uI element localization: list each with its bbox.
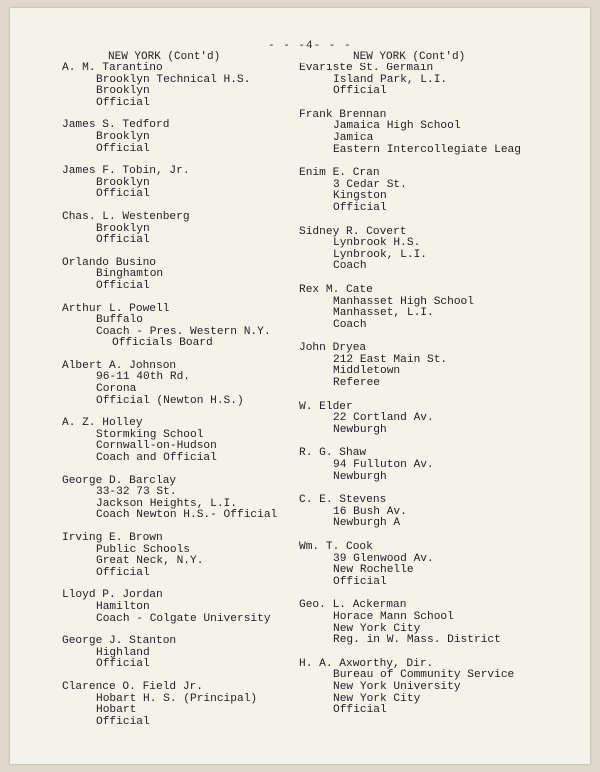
- entry-detail: New York City: [333, 622, 421, 635]
- entry-name: Albert A. Johnson: [62, 359, 177, 372]
- entry-detail: Brooklyn: [96, 130, 150, 143]
- entry-name: Sidney R. Covert: [299, 225, 407, 238]
- entry-detail: Newburgh: [333, 470, 387, 483]
- directory-entry: [62, 590, 312, 625]
- entry-detail: Eastern Intercollegiate Leag: [333, 143, 521, 156]
- entry-name: Clarence O. Field Jr.: [62, 680, 203, 693]
- entry-detail: Reg. in W. Mass. District: [333, 634, 501, 647]
- entry-detail: 22 Cortland Av.: [333, 412, 434, 425]
- entry-name: Rex M. Cate: [299, 283, 373, 296]
- entry-detail: New York University: [333, 680, 461, 693]
- entry-detail: Bureau of Community Service: [333, 669, 515, 682]
- directory-entry: [299, 63, 584, 98]
- entry-detail: Brooklyn Technical H.S.: [96, 73, 251, 86]
- directory-entry: [62, 533, 312, 579]
- entry-detail: Buffalo: [96, 314, 143, 327]
- directory-entry: [62, 418, 312, 464]
- entry-detail: Manhasset, L.I.: [333, 307, 434, 320]
- entry-name: Evariste St. Germain: [299, 63, 434, 74]
- entry-detail: Referee: [333, 377, 380, 390]
- entry-detail: 39 Glenwood Av.: [333, 552, 434, 565]
- entry-detail: 3 Cedar St.: [333, 178, 407, 191]
- directory-entry: [299, 600, 584, 646]
- directory-entry: [62, 258, 312, 293]
- directory-entry: [299, 285, 584, 331]
- entry-detail: Corona: [96, 383, 137, 396]
- entry-detail: Great Neck, N.Y.: [96, 555, 204, 568]
- directory-entry: [299, 448, 584, 483]
- entry-detail: Brooklyn: [96, 176, 150, 189]
- entry-detail: Stormking School: [96, 428, 204, 441]
- entry-detail: Official: [96, 142, 150, 155]
- entry-name: Orlando Busino: [62, 256, 156, 269]
- entry-detail: 96-11 40th Rd.: [96, 371, 190, 384]
- entry-name: James S. Tedford: [62, 119, 170, 132]
- entry-detail: Jamica: [333, 131, 374, 144]
- directory-entry: [299, 495, 584, 530]
- directory-entry: [62, 636, 312, 671]
- directory-entry: [299, 542, 584, 588]
- entry-name: H. A. Axworthy, Dir.: [299, 657, 434, 670]
- entry-detail: Official: [96, 715, 150, 728]
- entry-detail: Brooklyn: [96, 222, 150, 235]
- entry-detail: Manhasset High School: [333, 295, 474, 308]
- entry-name: Geo. L. Ackerman: [299, 599, 407, 612]
- directory-entry: [299, 659, 584, 717]
- directory-entry: [62, 63, 312, 109]
- entry-detail: Horace Mann School: [333, 610, 454, 623]
- directory-entry: [299, 168, 584, 214]
- directory-entry: [62, 304, 312, 350]
- entry-detail: Newburgh: [333, 423, 387, 436]
- entry-detail: Binghamton: [96, 268, 164, 281]
- entry-detail: Coach: [333, 318, 367, 331]
- entry-detail: Official: [333, 704, 387, 717]
- entry-detail: Public Schools: [96, 543, 190, 556]
- entry-detail: Kingston: [333, 190, 387, 203]
- entry-detail: Official: [96, 234, 150, 247]
- entry-detail: Official: [333, 575, 387, 588]
- entry-detail: Island Park, L.I.: [333, 73, 448, 86]
- page-number: - - -4- - -: [268, 40, 352, 52]
- entry-detail: Cornwall-on-Hudson: [96, 440, 217, 453]
- entry-detail: Coach: [333, 260, 367, 273]
- entry-name: George D. Barclay: [62, 474, 177, 487]
- directory-entry: [299, 402, 584, 437]
- entry-name: A. Z. Holley: [62, 417, 143, 430]
- directory-entry: [62, 212, 312, 247]
- directory-entry: [62, 166, 312, 201]
- right-column: [299, 63, 584, 717]
- entry-name: W. Elder: [299, 400, 353, 413]
- entry-detail: Official (Newton H.S.): [96, 394, 244, 407]
- entry-name: George J. Stanton: [62, 635, 177, 648]
- entry-detail: Official: [333, 201, 387, 214]
- entry-detail: Middletown: [333, 365, 401, 378]
- entry-detail: 212 East Main St.: [333, 353, 448, 366]
- entry-detail: Lynbrook H.S.: [333, 237, 421, 250]
- entry-detail: Officials Board: [112, 337, 213, 350]
- left-column-header: NEW YORK (Cont'd): [108, 51, 221, 63]
- entry-detail: Official: [96, 279, 150, 292]
- entry-name: Wm. T. Cook: [299, 541, 373, 553]
- entry-detail: Official: [96, 188, 150, 201]
- entry-detail: Highland: [96, 646, 150, 659]
- entry-detail: Coach - Pres. Western N.Y.: [96, 325, 271, 338]
- left-column: [62, 63, 312, 728]
- directory-entry: [62, 682, 312, 728]
- directory-entry: [62, 120, 312, 155]
- directory-entry: [299, 343, 584, 389]
- entry-detail: New Rochelle: [333, 564, 414, 577]
- directory-entry: [62, 361, 312, 407]
- entry-name: Irving E. Brown: [62, 532, 163, 544]
- entry-name: A. M. Tarantino: [62, 62, 163, 74]
- entry-detail: Official: [96, 658, 150, 671]
- entry-detail: 33-32 73 St.: [96, 486, 177, 499]
- entry-detail: Official: [96, 566, 150, 579]
- entry-detail: Newburgh A: [333, 517, 401, 530]
- entry-detail: Hobart: [96, 704, 137, 717]
- entry-name: John Dryea: [299, 342, 367, 355]
- directory-entry: [299, 227, 584, 273]
- entry-detail: 94 Fulluton Av.: [333, 459, 434, 472]
- entry-detail: Hamilton: [96, 600, 150, 613]
- entry-detail: Lynbrook, L.I.: [333, 248, 427, 261]
- entry-name: Chas. L. Westenberg: [62, 210, 190, 223]
- entry-name: James F. Tobin, Jr.: [62, 165, 190, 178]
- entry-name: C. E. Stevens: [299, 494, 387, 507]
- directory-entry: [62, 476, 312, 522]
- entry-detail: 16 Bush Av.: [333, 505, 407, 518]
- entry-name: R. G. Shaw: [299, 447, 367, 460]
- entry-detail: Official: [96, 96, 150, 109]
- entry-detail: New York City: [333, 692, 421, 705]
- entry-detail: Jamaica High School: [333, 120, 461, 133]
- right-column-header: NEW YORK (Cont'd): [353, 51, 466, 63]
- entry-detail: Brooklyn: [96, 85, 150, 98]
- entry-detail: Coach Newton H.S.- Official: [96, 509, 278, 522]
- entry-detail: Jackson Heights, L.I.: [96, 497, 237, 510]
- entry-name: Lloyd P. Jordan: [62, 589, 163, 602]
- directory-entry: [299, 110, 584, 156]
- entry-detail: Official: [333, 85, 387, 98]
- document-page: [10, 8, 590, 764]
- entry-detail: Coach and Official: [96, 452, 217, 465]
- entry-detail: Coach - Colgate University: [96, 612, 271, 625]
- entry-detail: Hobart H. S. (Principal): [96, 692, 258, 705]
- entry-name: Arthur L. Powell: [62, 302, 170, 315]
- entry-name: Enim E. Cran: [299, 167, 380, 180]
- entry-name: Frank Brennan: [299, 108, 387, 121]
